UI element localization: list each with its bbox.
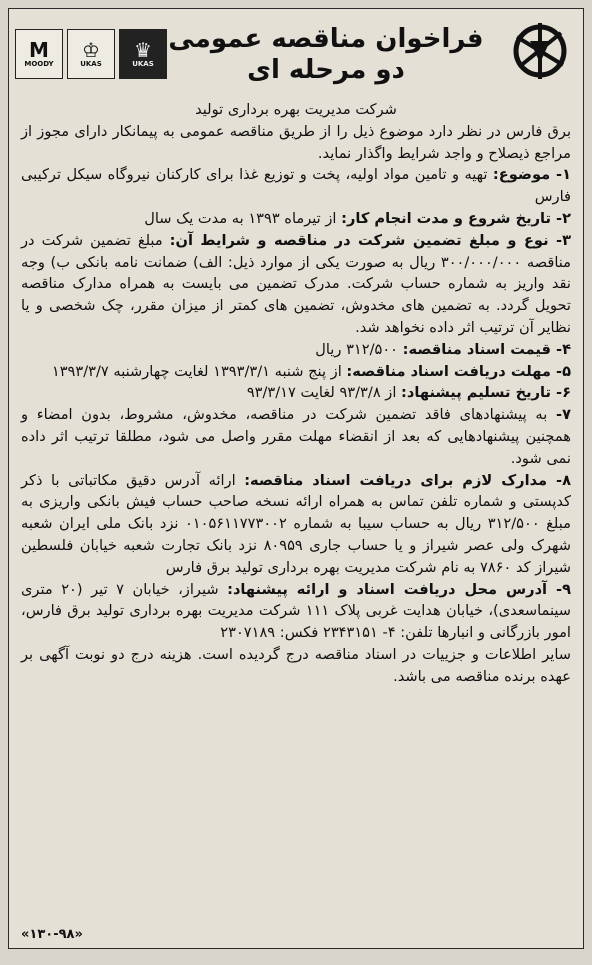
notice-header [9,9,583,99]
closing-paragraph: سایر اطلاعات و جزییات در اسناد مناقصه درج گردیده است. هزینه درج دو نوبت آگهی بر عهده برنده مناقصه می باشد. [21,645,571,685]
title-line-1: فراخوان مناقصه عمومی [168,24,484,54]
intro-paragraph: برق فارس در نظر دارد موضوع ذیل را از طریق مناقصه عمومی به پیمانکار دارای مجوز از مراجع ذیصلاح و واجد شرایط واگذار نماید. [21,122,571,162]
tender-notice [8,8,584,949]
ukas-logo: ♔ UKAS [67,29,115,79]
item-1: ۱- موضوع: تهیه و تامین مواد اولیه، پخت و توزیع غذا برای کارکنان نیروگاه سیکل ترکیبی فارس [21,166,571,206]
item-7: ۷- به پیشنهادهای فاقد تضمین شرکت در مناقصه، مخدوش، مشروط، بدون امضاء و همچنین پیشنهادهایی که بعد از انقضاء مهلت مقرر واصل می شود، مطلقا ترتیب اثر داده نمی شود. [21,406,571,467]
ukas-logo-dark: ♛ UKAS [119,29,167,79]
company-emblem-icon [505,19,575,83]
item-5: ۵- مهلت دریافت اسناد مناقصه: از پنج شنبه ۱۳۹۳/۳/۱ لغایت چهارشنبه ۱۳۹۳/۳/۷ [51,362,571,380]
item-4: ۴- قیمت اسناد مناقصه: ۳۱۲/۵۰۰ ریال [315,340,571,358]
item-2: ۲- تاریخ شروع و مدت انجام کار: از تیرماه ۱۳۹۳ به مدت یک سال [144,209,571,227]
moody-logo: M MOODY [15,29,63,79]
notice-code: «۱۳۰-۹۸» [21,927,83,942]
issuer-line: شرکت مدیریت بهره برداری تولید [195,101,397,118]
certification-logos [15,29,167,79]
item-8: ۸- مدارک لازم برای دریافت اسناد مناقصه: ارائه آدرس دقیق مکاتباتی با ذکر کدپستی و شماره تلفن تماس به همراه ارائه نسخه صاحب حساب فیش بانکی واریزی به مبلغ ۳۱۲/۵۰۰ ریال به حساب سیبا به شماره ۰۱۰۵۶۱۱۷۷۳۰۰۲ نزد بانک ملی ایران شعبه شهرک ولی عصر شیراز و یا حساب جاری ۸۰۹۵۹ نزد بانک تجارت شعبه خیابان فلسطین شیراز کد ۷۸۶۰ به نام شرکت مدیریت بهره برداری تولید برق فارس [21,471,571,576]
notice-body [9,99,583,688]
item-6: ۶- تاریخ تسلیم پیشنهاد: از ۹۳/۳/۸ لغایت ۹۳/۳/۱۷ [246,384,571,402]
item-9: ۹- آدرس محل دریافت اسناد و ارائه پیشنهاد: شیراز، خیابان ۷ تیر (۲۰ متری سینماسعدی)، خیابان هدایت غربی پلاک ۱۱۱ شرکت مدیریت بهره برداری تولید برق فارس، امور بازرگانی و انبارها تلفن: ۴- ۲۳۴۳۱۵۱ فکس: ۲۳۰۷۱۸۹ [21,580,572,642]
title-line-2: دو مرحله ای [247,55,405,85]
notice-title [159,23,493,85]
item-3: ۳- نوع و مبلغ تضمین شرکت در مناقصه و شرایط آن: مبلغ تضمین شرکت در مناقصه ۳۰۰/۰۰۰/۰۰۰ ریال به صورت یکی از موارد ذیل: الف) ضمانت نامه بانکی ب) وجه نقد واریز به شماره حساب شرکت. مدرک تضمین می بایست به همراه مدارک مناقصه تحویل گردد. به تضمین های مخدوش، تضمین های کمتر از میزان مقرر، چک شخصی و یا نظایر آن ترتیب اثر داده نخواهد شد. [21,231,571,336]
